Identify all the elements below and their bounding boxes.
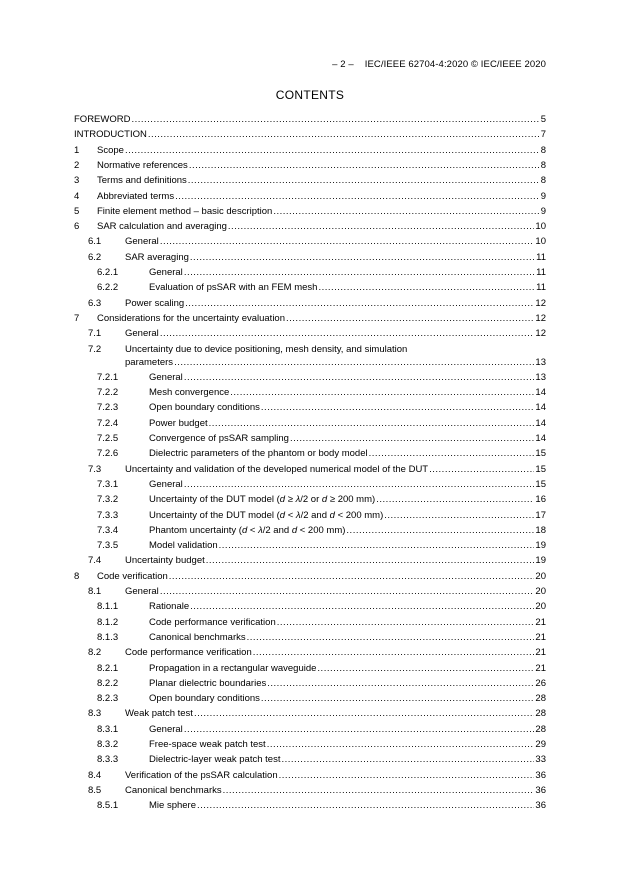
toc-entry[interactable] [74,447,546,460]
toc-leader-dots [318,281,535,294]
toc-entry-page: 8 [540,159,546,171]
toc-leader-dots [206,554,535,567]
toc-leader-dots [125,144,540,157]
toc-leader-dots [261,401,535,414]
toc-entry-number: 7.3.2 [97,494,119,506]
toc-entry[interactable] [74,220,546,233]
toc-entry-page: 12 [535,328,546,340]
toc-entry-page: 12 [535,312,546,324]
toc-entry-title: Code performance verification [125,647,252,659]
toc-entry-page: 21 [535,616,546,628]
toc-leader-dots [209,417,535,430]
toc-entry-page: 8 [540,144,546,156]
toc-entry-page: 7 [540,129,546,141]
toc-entry-page: 20 [535,570,546,582]
toc-entry-number: 7.3.1 [97,478,119,490]
toc-entry-page: 28 [535,723,546,735]
toc-leader-dots [281,753,534,766]
toc-entry-page: 11 [536,267,546,278]
toc-entry[interactable] [74,371,546,384]
toc-leader-dots [230,386,534,399]
toc-entry[interactable] [74,297,546,310]
toc-entry[interactable] [74,539,546,552]
toc-entry[interactable] [74,509,546,522]
page-title: CONTENTS [275,88,345,102]
toc-entry[interactable] [74,251,546,264]
toc-entry-page: 15 [535,448,546,460]
toc-entry[interactable] [74,478,546,491]
toc-entry-number: 7.2.1 [97,371,119,383]
toc-entry-number: 7.2 [88,343,102,355]
toc-leader-dots [247,631,535,644]
toc-entry-title: Propagation in a rectangular waveguide [149,662,317,674]
toc-entry-number: 7.3.4 [97,524,119,536]
toc-entry[interactable] [74,312,546,325]
toc-entry-title: General [125,236,159,248]
toc-entry-number: 7.2.4 [97,417,119,429]
toc-entry-number: 8.2.2 [97,677,119,689]
toc-entry-page: 11 [536,251,546,263]
toc-leader-dots [197,799,534,812]
toc-leader-dots [228,220,535,233]
toc-entry-title: Power scaling [125,297,185,309]
toc-leader-dots [261,692,535,705]
toc-entry-number: 1 [74,144,80,156]
toc-entry-page: 26 [535,677,546,689]
toc-entry-page: 36 [535,800,546,812]
toc-entry-number: 8.3.2 [97,739,119,750]
toc-entry-number: 8.5.1 [97,800,119,812]
toc-leader-dots [184,371,535,384]
toc-entry-title: General [125,586,159,597]
toc-leader-dots [188,174,540,187]
toc-entry-page: 17 [535,509,546,521]
toc-entry-number: 7.1 [88,328,102,340]
toc-entry-number: 8.1.1 [97,601,119,613]
toc-entry-title: Planar dielectric boundaries [149,677,267,689]
toc-entry-number: 7 [74,312,80,324]
toc-entry-number: 8.1.3 [97,631,119,643]
toc-entry[interactable] [74,707,546,720]
toc-entry[interactable] [74,235,546,248]
toc-entry-title: Weak patch test [125,708,193,720]
toc-leader-dots [267,738,535,751]
toc-entry[interactable] [74,205,546,218]
toc-leader-dots [184,266,535,279]
toc-entry-number: 3 [74,175,80,187]
toc-leader-dots [160,235,535,248]
toc-leader-dots [184,723,535,736]
toc-entry-title: SAR averaging [125,251,189,263]
toc-entry-number: 8.1 [88,586,102,597]
toc-entry-page: 13 [535,356,546,368]
toc-entry[interactable] [74,662,546,675]
toc-entry[interactable] [74,799,546,812]
toc-entry[interactable] [74,570,546,583]
toc-entry-title: Open boundary conditions [149,402,260,414]
toc-entry-title: Dielectric-layer weak patch test [149,754,281,766]
toc-entry-number: 8.2 [88,647,102,659]
toc-entry-title: Uncertainty and validation of the developed numerical model of the DUT [125,463,429,475]
toc-entry[interactable] [74,417,546,430]
toc-leader-dots [346,524,534,537]
toc-entry-number: 8.2.1 [97,662,119,674]
toc-entry[interactable] [74,128,546,141]
toc-entry-number: 4 [74,190,80,202]
toc-entry-page: 14 [535,417,546,429]
toc-entry[interactable] [74,616,546,629]
toc-entry-title: Abbreviated terms [97,190,175,202]
toc-entry-page: 19 [535,555,546,567]
toc-entry-number: 8.3.1 [97,723,119,735]
toc-entry-title: Uncertainty due to device positioning, mesh density, and simulation [125,343,408,355]
toc-entry-title: Dielectric parameters of the phantom or body model [149,448,368,460]
toc-entry-number: 7.3.3 [97,509,119,521]
toc-entry-page: 8 [540,175,546,187]
toc-leader-dots [148,128,540,141]
toc-entry-title: Uncertainty budget [125,555,205,567]
toc-leader-dots [160,585,535,598]
toc-entry[interactable] [74,723,546,736]
toc-entry-number: 5 [74,205,80,217]
toc-entry-page: 14 [535,402,546,414]
toc-entry-page: 21 [535,647,546,659]
toc-entry-number: 7.2.5 [97,433,119,444]
toc-leader-dots [131,113,539,126]
toc-entry-title: Mesh convergence [149,387,230,399]
toc-leader-dots [189,159,540,172]
toc-leader-dots [223,784,535,797]
toc-entry[interactable] [74,753,546,766]
toc-entry-number: 8 [74,570,80,582]
toc-entry-title: Terms and definitions [97,175,187,187]
toc-entry-page: 21 [535,631,546,643]
toc-leader-dots [219,539,535,552]
toc-entry-page: 12 [535,297,546,309]
toc-entry-page: 21 [535,662,546,674]
toc-entry[interactable] [74,432,546,445]
toc-entry-title: Mie sphere [149,800,196,812]
toc-entry[interactable] [74,327,546,340]
toc-entry-title: Model validation [149,540,218,552]
toc-entry[interactable] [74,738,546,751]
toc-entry-page: 9 [540,190,546,202]
toc-entry-title: General [149,371,183,383]
toc-entry-page: 29 [535,739,546,750]
toc-entry[interactable] [74,554,546,567]
toc-entry-title: FOREWORD [74,114,131,125]
toc-entry-title: Verification of the psSAR calculation [125,769,278,781]
toc-entry[interactable] [74,646,546,659]
toc-entry-page: 28 [535,708,546,720]
toc-entry-page: 36 [535,769,546,781]
toc-entry-title: Power budget [149,417,208,429]
toc-entry-number: 8.3 [88,708,102,720]
toc-entry-number: 7.4 [88,555,102,567]
toc-entry-page: 13 [535,371,546,383]
toc-entry-title: Free-space weak patch test [149,739,266,750]
toc-entry-number: 8.3.3 [97,754,119,766]
toc-entry-number: 8.5 [88,784,102,796]
toc-entry-title: Rationale [149,601,190,613]
toc-entry-number: 8.1.2 [97,616,119,628]
toc-entry[interactable] [74,281,546,294]
toc-entry-page: 16 [535,494,546,506]
toc-entry-page: 11 [536,282,546,294]
toc-leader-dots [369,447,535,460]
toc-leader-dots [384,509,534,522]
toc-entry-title: General [149,723,183,735]
toc-leader-dots [185,297,534,310]
toc-leader-dots [267,677,534,690]
toc-entry-title: Considerations for the uncertainty evaluation [97,312,286,324]
toc-entry[interactable] [74,174,546,187]
toc-entry[interactable] [74,113,546,126]
toc-entry-title: Normative references [97,159,188,171]
toc-entry[interactable] [74,159,546,172]
toc-entry-page: 14 [535,387,546,399]
toc-entry-number: 2 [74,159,80,171]
toc-entry-number: 6.2.1 [97,267,119,278]
toc-entry[interactable] [74,677,546,690]
toc-entry[interactable] [74,190,546,203]
toc-entry-number: 7.3.5 [97,540,119,552]
toc-entry-number: 6.3 [88,297,102,309]
toc-entry-title-continued: parameters [125,356,174,368]
toc-entry[interactable] [74,401,546,414]
toc-leader-dots [190,600,534,613]
toc-entry[interactable] [74,524,546,537]
toc-entry-page: 9 [540,205,546,217]
toc-entry-title: Phantom uncertainty (d < λ/2 and d < 200 mm) [149,524,346,536]
toc-leader-dots [169,570,535,583]
toc-entry-page: 18 [535,524,546,536]
toc-entry-number: 7.2.6 [97,448,119,460]
toc-leader-dots [273,205,539,218]
toc-leader-dots [376,493,534,506]
toc-entry[interactable] [74,493,546,506]
toc-leader-dots [190,251,535,264]
toc-entry[interactable] [74,692,546,705]
toc-entry-page: 36 [535,784,546,796]
toc-entry-title: Uncertainty of the DUT model (d < λ/2 and d < 200 mm) [149,509,384,521]
toc-entry[interactable] [74,144,546,157]
toc-entry[interactable] [74,386,546,399]
toc-entry-number: 8.4 [88,769,102,781]
toc-leader-dots [194,707,534,720]
toc-entry-number: 6 [74,221,80,233]
toc-leader-dots [317,662,534,675]
toc-leader-dots [279,769,535,782]
toc-entry-title: Open boundary conditions [149,693,260,705]
toc-entry-title: General [149,478,183,490]
toc-leader-dots [253,646,535,659]
toc-entry-number: 6.2.2 [97,282,119,294]
toc-entry-page: 33 [535,754,546,766]
toc-entry[interactable] [74,266,546,279]
toc-entry-title: Canonical benchmarks [125,784,222,796]
toc-entry-number: 7.3 [88,463,102,475]
toc-entry-page: 15 [535,463,546,475]
toc-entry-title: Uncertainty of the DUT model (d ≥ λ/2 or d ≥ 200 mm) [149,494,376,506]
toc-entry-title: Convergence of psSAR sampling [149,433,289,444]
toc-entry-page: 20 [535,601,546,613]
toc-entry-title: Canonical benchmarks [149,631,246,643]
toc-leader-dots [175,190,540,203]
toc-leader-dots [174,356,534,369]
toc-entry-number: 6.1 [88,236,102,248]
toc-entry-title: Code performance verification [149,616,276,628]
toc-entry-page: 20 [535,586,546,597]
page-header: – 2 – IEC/IEEE 62704-4:2020 © IEC/IEEE 2020 [332,59,546,70]
toc-entry-title: Scope [97,144,124,156]
toc-entry[interactable] [74,343,546,368]
toc-entry-page: 5 [540,114,546,125]
toc-entry-title: SAR calculation and averaging [97,221,227,233]
toc-entry-number: 8.2.3 [97,693,119,705]
toc-entry[interactable] [74,600,546,613]
toc-entry-page: 14 [535,433,546,444]
toc-entry-title: General [125,328,159,340]
toc-entry[interactable] [74,585,546,598]
toc-leader-dots [286,312,534,325]
toc-entry[interactable] [74,769,546,782]
toc-entry-page: 15 [535,478,546,490]
toc-entry-title: Evaluation of psSAR with an FEM mesh [149,282,318,294]
toc-entry-page: 19 [535,540,546,552]
toc-entry[interactable] [74,631,546,644]
toc-entry-page: 10 [535,236,546,248]
toc-entry-page: 10 [535,221,546,233]
toc-entry-title: INTRODUCTION [74,129,147,141]
toc-entry-page: 28 [535,693,546,705]
toc-entry-number: 7.2.2 [97,387,119,399]
toc-entry-title: General [149,267,183,278]
toc-leader-dots [277,616,535,629]
toc-entry-title: Finite element method – basic description [97,205,273,217]
toc-entry[interactable] [74,463,546,476]
toc-leader-dots [429,463,534,476]
toc-entry-number: 7.2.3 [97,402,119,414]
toc-leader-dots [184,478,535,491]
toc-entry-number: 6.2 [88,251,102,263]
toc-leader-dots [290,432,534,445]
toc-entry[interactable] [74,784,546,797]
toc-leader-dots [160,327,535,340]
toc-entry-title: Code verification [97,570,168,582]
